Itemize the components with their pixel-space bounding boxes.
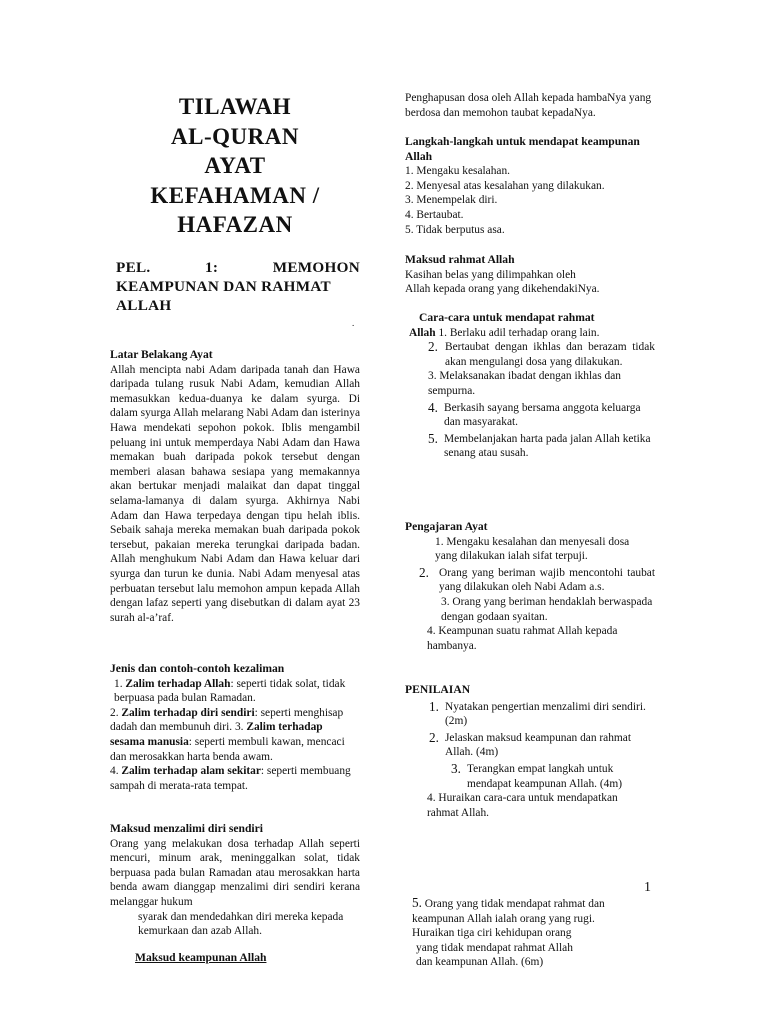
section-cara <box>405 311 655 461</box>
jenis-item-2-3: 2. Zalim terhadap diri sendiri: seperti menghisap dadah dan membunuh diri. 3. Zalim terhadap sesama manusia: seperti membuli kawan, mencaci dan merosakkan harta benda awam. <box>110 706 345 763</box>
document-title <box>110 92 360 240</box>
lesson-title <box>116 258 360 315</box>
cara-item-2: 2. Bertaubat dengan ikhlas dan berazam tidak akan mengulangi dosa yang dilakukan. <box>428 339 655 368</box>
jenis-item-1: 1. Zalim terhadap Allah: seperti tidak solat, tidak berpuasa pada bulan Ramadan. <box>114 677 346 705</box>
pengajaran-item-4: 4. Keampunan suatu rahmat Allah kepada hambanya. <box>427 625 618 652</box>
list-item: 4. Bertaubat. <box>405 208 464 221</box>
penilaian-item-3: 3. Terangkan empat langkah untuk mendapat keampunan Allah. (4m) <box>451 760 622 790</box>
stray-dot: . <box>352 318 355 328</box>
lesson-word: MEMOHON <box>272 259 360 276</box>
section-penilaian <box>405 683 655 820</box>
title-line: TILAWAH <box>178 94 292 119</box>
menzalimi-body-cont: syarak dan mendedahkan diri mereka kepada kemurkaan dan azab Allah. <box>138 910 344 938</box>
section-rahmat <box>405 253 655 297</box>
title-line: AYAT <box>204 153 266 178</box>
menzalimi-body: Orang yang melakukan dosa terhadap Allah seperti mencuri, minum arak, meninggalkan solat, tidak berpuasa pada bulan Ramadan atau merosakkan harta benda awam dianggap menzalimi diri sendiri kerana melanggar hukum <box>110 837 360 908</box>
pengajaran-item-1: 1. Mengaku kesalahan dan menyesali dosa yang dilakukan ialah sifat terpuji. <box>435 535 630 563</box>
latar-body: Allah mencipta nabi Adam daripada tanah dan Hawa daripada tulang rusuk Nabi Adam, kemudian Allah memasukkan kedua-duanya ke dalam syurga. Di dalam syurga Allah melarang Nabi Adam dan isterinya Hawa mendekati sepohon pokok. Iblis mengambil peluang ini untuk memperdaya Nabi Adam dan Hawa memakan buah daripada pokok tersebut dengan memberi alasan bahawa sesiapa yang memakannya akan bertukar menjadi malaikat dan dapat tinggal selama-lamanya di dalam syurga. Akhirnya Nabi Adam dan Hawa terpedaya dengan tipu helah iblis. Sebaik sahaja mereka memakan buah daripada pokok tersebut, pakaian mereka terungkai daripada badan. Allah menghukum Nabi Adam dan Hawa keluar dari syurga dan turun ke dunia. Nabi Adam menyesal atas perbuatan tersebut lalu memohon ampun kepada Allah dengan lafaz seperti yang disebutkan di dalam ayat 23 surah al-a’raf. <box>110 363 360 624</box>
item5-line: keampunan Allah ialah orang yang rugi. <box>412 912 595 925</box>
rahmat-heading: Maksud rahmat Allah <box>405 253 515 266</box>
lesson-number: 1: <box>204 259 219 276</box>
cara-item-4: 4. Berkasih sayang bersama anggota keluarga dan masyarakat. <box>428 399 641 429</box>
item5-line: dan keampunan Allah. (6m) <box>416 956 544 969</box>
menzalimi-heading: Maksud menzalimi diri sendiri <box>110 822 263 835</box>
keampunan-heading: Maksud keampunan Allah <box>135 951 267 964</box>
section-jenis-kezaliman <box>110 662 360 793</box>
rahmat-line-1: Kasihan belas yang dilimpahkan oleh <box>405 268 576 281</box>
item5-line: yang tidak mendapat rahmat Allah <box>416 941 573 954</box>
title-line: AL-QURAN <box>171 123 299 149</box>
list-item: 1. Mengaku kesalahan. <box>405 165 511 178</box>
penilaian-item-2: 2. Jelaskan maksud keampunan dan rahmat Allah. (4m) <box>429 729 631 759</box>
lesson-pel: PEL. <box>116 259 151 276</box>
lesson-line-2: KEAMPUNAN DAN RAHMAT <box>116 278 331 295</box>
section-menzalimi <box>110 822 360 939</box>
keampunan-definition: Penghapusan dosa oleh Allah kepada hambaNya yang berdosa dan memohon taubat kepadaNya. <box>405 92 652 119</box>
lesson-line-3: ALLAH <box>116 297 172 314</box>
section-pengajaran <box>405 520 655 653</box>
cara-item-1: Allah 1. Berlaku adil terhadap orang lain. <box>409 326 600 339</box>
title-line: KEFAHAMAN / <box>150 182 320 208</box>
latar-heading: Latar Belakang Ayat <box>110 348 213 361</box>
cara-item-5: 5. Membelanjakan harta pada jalan Allah ketika senang atau susah. <box>428 430 651 460</box>
list-item: 3. Menempelak diri. <box>405 194 498 207</box>
cara-heading: Cara-cara untuk mendapat rahmat <box>419 311 595 324</box>
penilaian-item-5: 5. Orang yang tidak mendapat rahmat dan keampunan Allah ialah orang yang rugi. Huraikan tiga ciri kehidupan orang yang tidak mendapat rahmat Allah dan keampunan Allah. (6m) <box>412 896 662 970</box>
section-latar-belakang <box>110 348 360 625</box>
langkah-heading: Langkah-langkah untuk mendapat keampunan Allah <box>405 135 640 163</box>
pengajaran-item-3: 3. Orang yang beriman hendaklah berwaspada dengan godaan syaitan. <box>441 595 653 623</box>
section-langkah <box>405 135 655 237</box>
rahmat-line-2: Allah kepada orang yang dikehendakiNya. <box>405 283 600 296</box>
title-line: HAFAZAN <box>177 212 293 237</box>
pengajaran-item-2: 2. Orang yang beriman wajib mencontohi taubat yang dilakukan oleh Nabi Adam a.s. <box>419 564 655 594</box>
penilaian-item-1: 1. Nyatakan pengertian menzalimi diri sendiri. (2m) <box>429 698 646 728</box>
jenis-heading: Jenis dan contoh-contoh kezaliman <box>110 662 285 675</box>
list-item: 2. Menyesal atas kesalahan yang dilakukan. <box>405 179 605 192</box>
penilaian-heading: PENILAIAN <box>405 683 471 696</box>
item5-line: Huraikan tiga ciri kehidupan orang <box>412 927 572 940</box>
list-item: 5. Tidak berputus asa. <box>405 223 505 236</box>
page-number: 1 <box>644 880 651 895</box>
jenis-item-4: 4. Zalim terhadap alam sekitar: seperti membuang sampah di merata-rata tempat. <box>110 765 351 792</box>
pengajaran-heading: Pengajaran Ayat <box>405 520 488 533</box>
penilaian-item-4: 4. Huraikan cara-cara untuk mendapatkan rahmat Allah. <box>427 792 618 819</box>
cara-item-3: 3. Melaksanakan ibadat dengan ikhlas dan sempurna. <box>428 370 621 397</box>
